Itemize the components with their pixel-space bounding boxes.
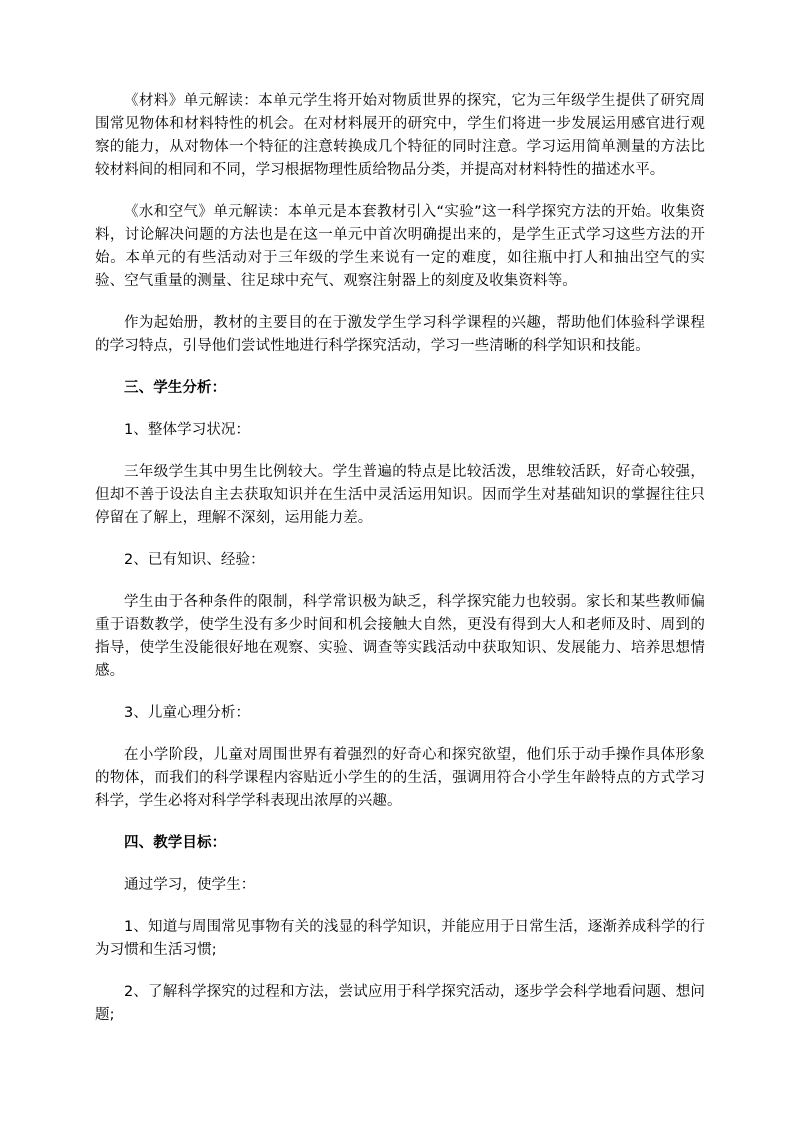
subheading-overall-status: 1、整体学习状况： [124,422,251,438]
subheading-child-psychology: 3、儿童心理分析： [124,705,251,721]
paragraph-water-air-unit: 《水和空气》单元解读：本单元是本套教材引入“实验”这一科学探究方法的开始。收集资料，讨论解决问题的方法也是在这一单元中首次明确提出来的，是学生正式学习这些方法的开始。本单元的有些活动对于三年级的学生来说有一定的难度，如往瓶中打人和抽出空气的实验、空气重量的测量、往足球中充气、观察注射器上的刻度及收集资料等。 [95,204,705,289]
paragraph-materials-unit: 《材料》单元解读：本单元学生将开始对物质世界的探究，它为三年级学生提供了研究周围常见物体和材料特性的机会。在对材料展开的研究中，学生们将进一步发展运用感官进行观察的能力，从对物体一个特征的注意转换成几个特征的同时注意。学习运用简单测量的方法比较材料间的相同和不同，学习根据物理性质给物品分类，并提高对材料特性的描述水平。 [95,93,705,178]
paragraph-child-psychology: 在小学阶段，儿童对周围世界有着强烈的好奇心和探究欲望，他们乐于动手操作具体形象的物体，而我们的科学课程内容贴近小学生的的生活，强调用符合小学生年龄特点的方式学习科学，学生必将对科学学科表现出浓厚的兴趣。 [95,747,705,809]
section-heading-teaching-goals: 四、教学目标： [124,835,227,851]
paragraph-starter-volume: 作为起始册，教材的主要目的在于激发学生学习科学课程的兴趣，帮助他们体验科学课程的学习特点，引导他们尝试性地进行科学探究活动，学习一些清晰的科学知识和技能。 [95,315,705,354]
paragraph-goal-1: 1、知道与周围常见事物有关的浅显的科学知识，并能应用于日常生活，逐渐养成科学的行为习惯和生活习惯; [95,919,705,958]
paragraph-goal-2: 2、了解科学探究的过程和方法，尝试应用于科学探究活动，逐步学会科学地看问题、想问题; [95,984,705,1023]
paragraph-goals-intro: 通过学习，使学生： [124,877,256,893]
subheading-prior-knowledge: 2、已有知识、经验： [124,552,265,568]
document-page [95,90,705,1027]
section-heading-student-analysis: 三、学生分析： [124,380,227,396]
paragraph-prior-knowledge: 学生由于各种条件的限制，科学常识极为缺乏，科学探究能力也较弱。家长和某些教师偏重于语数教学，使学生没有多少时间和机会接触大自然，更没有得到大人和老师及时、周到的指导，使学生没能很好地在观察、实验、调查等实践活动中获取知识、发展能力、培养思想情感。 [95,594,705,679]
paragraph-overall-status: 三年级学生其中男生比例较大。学生普遍的特点是比较活泼，思维较活跃，好奇心较强，但却不善于设法自主去获取知识并在生活中灵活运用知识。因而学生对基础知识的掌握往往只停留在了解上，理解不深刻，运用能力差。 [95,464,705,526]
